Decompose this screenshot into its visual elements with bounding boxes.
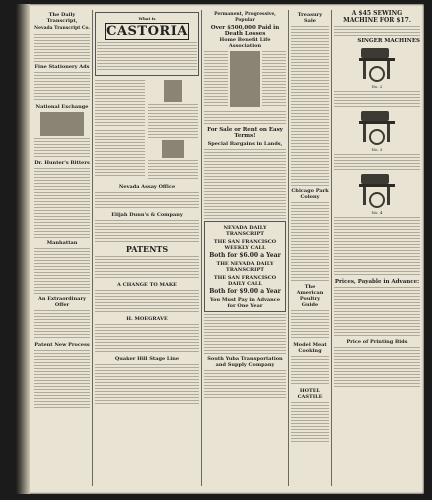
section-heading: A CHANGE TO MAKE	[117, 282, 177, 288]
text-block	[334, 91, 420, 107]
section-heading: Nevada Assay Office	[118, 184, 176, 190]
section-heading: The American Poultry Guide	[296, 284, 324, 308]
text-block	[95, 220, 199, 242]
subscription-ad	[204, 221, 286, 312]
text-block	[34, 72, 90, 102]
section-heading: National Exchange	[35, 104, 89, 110]
text-block	[97, 42, 197, 72]
text-block	[34, 350, 90, 410]
ad-line: THE SAN FRANCISCO WEEKLY CALL	[213, 239, 277, 251]
section-heading: Quaker Hill Stage Line	[114, 356, 180, 362]
text-block	[334, 217, 420, 277]
text-block	[334, 287, 420, 337]
text-block	[95, 256, 199, 280]
text-block	[204, 314, 286, 354]
text-block	[95, 290, 199, 314]
column-3	[204, 10, 286, 486]
text-block	[95, 324, 199, 354]
nameplate: Nevada Transcript Co.	[34, 26, 90, 31]
text-block	[34, 310, 90, 340]
figure-caption: No. 2	[371, 84, 383, 89]
footer-heading: South Yuba Transportation and Supply Company	[207, 356, 283, 368]
text-block	[291, 402, 329, 442]
section-heading: Patent New Process	[34, 342, 90, 348]
text-block	[95, 192, 199, 210]
offer-price-2: Both for $9.00 a Year	[209, 288, 281, 295]
sewing-machine-engraving	[357, 172, 397, 208]
section-heading: H. MOEGRAVE	[126, 316, 168, 322]
text-block	[34, 34, 90, 62]
section-heading: Price of Printing Bids	[346, 339, 408, 345]
portrait-engraving	[162, 140, 184, 158]
advance-notice: You Must Pay in Advance for One Year	[209, 297, 281, 309]
building-engraving	[40, 112, 84, 136]
figure-caption: No. 4	[371, 210, 383, 215]
sewing-machine-engraving	[357, 109, 397, 145]
section-heading: Elijah Dunn's & Company	[111, 212, 183, 218]
text-block	[95, 130, 145, 178]
column-rule	[288, 10, 289, 486]
castoria-ad	[95, 12, 199, 76]
text-block	[291, 202, 329, 282]
text-block	[204, 370, 286, 400]
singer-heading: SINGER MACHINES	[357, 38, 420, 44]
newspaper-page	[16, 4, 424, 494]
column-5	[334, 10, 420, 486]
section-heading: Manhattan	[46, 240, 78, 246]
ad-line: NEVADA DAILY TRANSCRIPT	[223, 225, 267, 237]
ad-line: THE SAN FRANCISCO DAILY CALL	[213, 275, 277, 287]
text-block	[291, 310, 329, 340]
text-block	[204, 111, 286, 125]
section-heading: Chicago Park Colony	[291, 188, 329, 200]
prices-heading: Prices, Payable in Advance:	[334, 279, 420, 285]
text-block	[204, 149, 286, 219]
banner: Permanent, Progressive, Popular	[214, 12, 276, 23]
figure-caption: No. 3	[371, 147, 383, 152]
ad-line: THE NEVADA DAILY TRANSCRIPT	[216, 261, 274, 273]
masthead: The Daily Transcript,	[46, 12, 78, 24]
castoria-title: CASTORIA	[106, 24, 188, 39]
section-heading: Dr. Hunter's Bitters	[34, 160, 90, 166]
column-1	[34, 10, 90, 486]
section-heading: Model Meat Cooking	[293, 342, 327, 354]
text-block	[34, 248, 90, 294]
text-block	[95, 364, 199, 404]
section-heading: HOTEL CASTILE	[297, 388, 323, 400]
building-engraving	[230, 51, 260, 107]
sewing-machine-engraving	[357, 46, 397, 82]
section-heading: Fine Stationery Ads	[34, 64, 90, 70]
column-2	[95, 10, 199, 486]
text-block	[334, 26, 420, 36]
text-block	[334, 154, 420, 170]
headline: Over $500,000 Paid in Death Losses	[210, 25, 280, 37]
text-block	[95, 80, 145, 128]
subheadline-2: Special Bargains in Lands,	[207, 141, 283, 147]
text-block	[148, 104, 198, 138]
text-block	[204, 51, 228, 107]
column-4	[291, 10, 329, 486]
portrait-engraving	[164, 80, 182, 102]
text-block	[34, 138, 90, 158]
column-rule	[201, 10, 202, 486]
subheadline: Home Benefit Life Association	[219, 37, 271, 49]
column-rule	[331, 10, 332, 486]
column-rule	[92, 10, 93, 486]
section-heading: Treasury Sale	[297, 12, 323, 24]
section-heading: An Extraordinary Offer	[37, 296, 86, 308]
text-block	[148, 160, 198, 180]
headline-2: For Sale or Rent on Easy Terms!	[207, 127, 283, 139]
text-block	[334, 347, 420, 387]
text-block	[291, 356, 329, 386]
binding-spine	[16, 4, 30, 494]
text-block	[34, 168, 90, 238]
patents-heading: PATENTS	[125, 244, 169, 254]
castoria-pre: What is	[138, 16, 156, 21]
text-block	[291, 26, 329, 186]
offer-price-1: Both for $6.00 a Year	[209, 252, 281, 259]
sewing-headline: A $45 SEWING MACHINE FOR $17.	[343, 10, 411, 24]
text-block	[262, 51, 286, 107]
